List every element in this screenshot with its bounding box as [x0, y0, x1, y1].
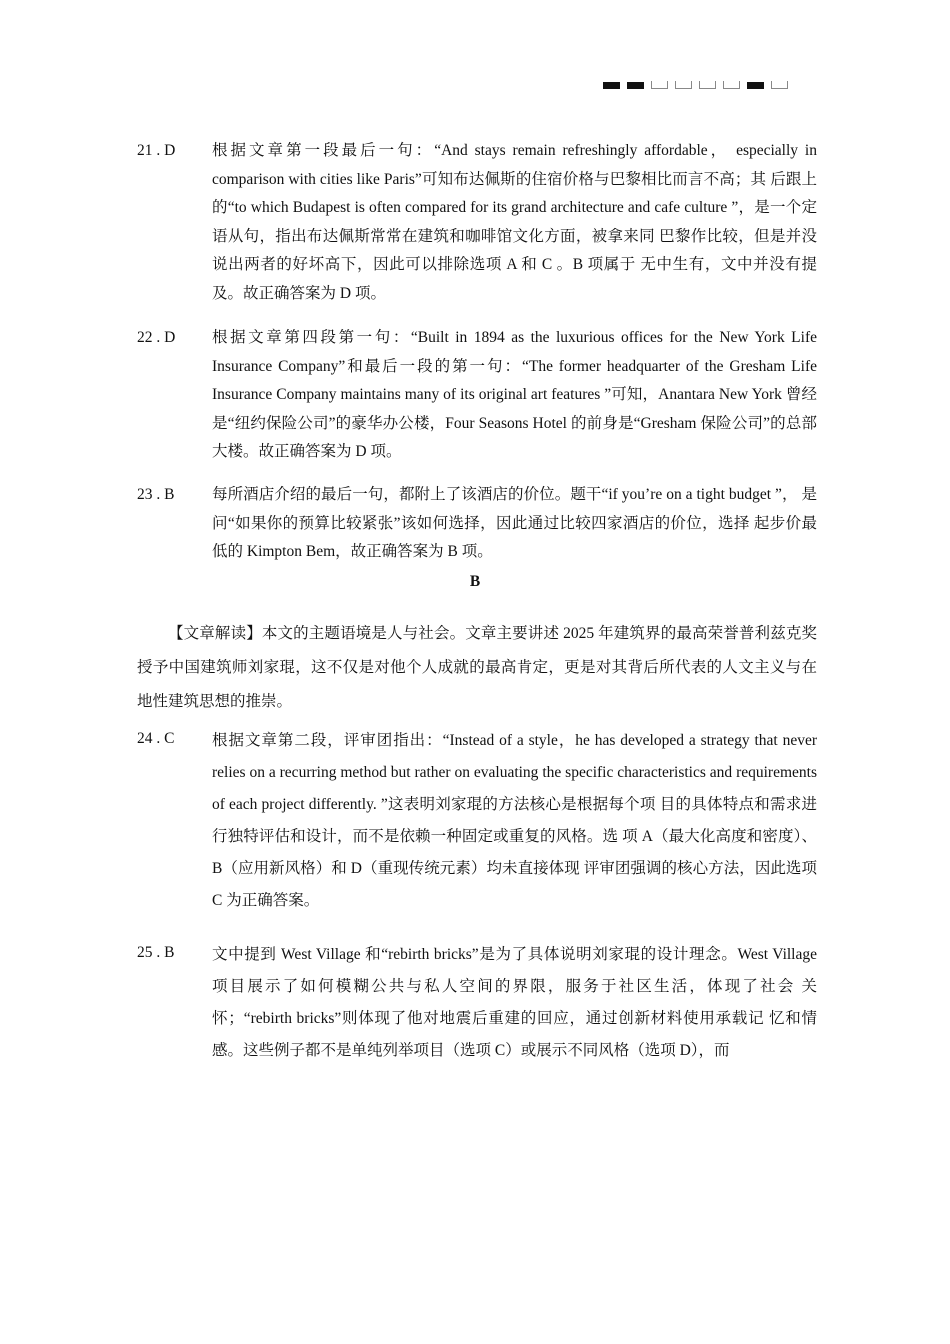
- article-intro: 【文章解读】本文的主题语境是人与社会。文章主要讲述 2025 年建筑界的最高荣誉普利兹克奖授予中国建筑师刘家琨，这不仅是对他个人成就的最高肯定，更是对其背后所代表的人文主义与在地性建筑思想的推崇。: [137, 625, 817, 710]
- marker-block: [675, 81, 692, 89]
- answer-item-22: [137, 324, 817, 467]
- answer-number: 22 . D: [137, 329, 176, 346]
- answer-item-25: [137, 939, 817, 1067]
- answer-number: 21 . D: [137, 142, 176, 159]
- answer-item-23: [137, 481, 817, 567]
- marker-block: [651, 81, 668, 89]
- marker-block: [627, 82, 644, 89]
- answer-number: 25 . B: [137, 944, 175, 961]
- page-marker-strip: [603, 82, 788, 89]
- answer-explanation: 根据文章第二段，评审团指出：“Instead of a style，he has developed a strategy that never relies on a recurring method but rather on evaluating the specific characteristics and requirements of each project differently. ”这表明刘家琨的方法核心是根据每个项 目的具体特点和需求进行独特评估和设计，而不是依赖一种固定或重复的风格。选 项 A（最大化高度和密度）、B（应用新风格）和 D（重现传统元素）均未直接体现 评审团强调的核心方法，因此选项 C 为正确答案。: [212, 732, 817, 909]
- answer-explanation: 每所酒店介绍的最后一句，都附上了该酒店的价位。题干“if you’re on a tight budget ”， 是问“如果你的预算比较紧张”该如何选择，因此通过比较四家酒店的价位，选择 起步价最低的 Kimpton Bem，故正确答案为 B 项。: [212, 486, 817, 560]
- answer-number: 24 . C: [137, 730, 175, 747]
- marker-block: [699, 81, 716, 89]
- answer-explanation: 根据文章第一段最后一句：“And stays remain refreshingly affordable， especially in comparison with cities like Paris”可知布达佩斯的住宿价格与巴黎相比而言不高；其 后跟上的“to which Budapest is often compared for its grand architecture and cafe culture ”，是一个定语从句，指出布达佩斯常常在建筑和咖啡馆文化方面，被拿来同 巴黎作比较，但是并没说出两者的好坏高下，因此可以排除选项 A 和 C 。B 项属于 无中生有，文中并没有提及。故正确答案为 D 项。: [212, 142, 817, 302]
- answer-number: 23 . B: [137, 486, 175, 503]
- answer-item-21: [137, 137, 817, 308]
- marker-block: [771, 81, 788, 89]
- marker-block: [747, 82, 764, 89]
- answer-explanation: 文中提到 West Village 和“rebirth bricks”是为了具体说明刘家琨的设计理念。West Village 项目展示了如何模糊公共与私人空间的界限，服务于社区生活，体现了社会 关怀；“rebirth bricks”则体现了他对地震后重建的回应，通过创新材料使用承载记 忆和情感。这些例子都不是单纯列举项目（选项 C）或展示不同风格（选项 D），而: [212, 946, 817, 1059]
- answer-item-24: [137, 725, 817, 917]
- answer-explanation: 根据文章第四段第一句：“Built in 1894 as the luxurious offices for the New York Life Insurance Company”和最后一段的第一句：“The former headquarter of the Gresham Life Insurance Company maintains many of its original art features ”可知，Anantara New York 曾经是“纽约保险公司”的豪华办公楼，Four Seasons Hotel 的前身是“Gresham 保险公司”的总部大楼。故正确答案为 D 项。: [212, 329, 817, 460]
- marker-block: [723, 81, 740, 89]
- section-heading: B: [469, 573, 481, 590]
- marker-block: [603, 82, 620, 89]
